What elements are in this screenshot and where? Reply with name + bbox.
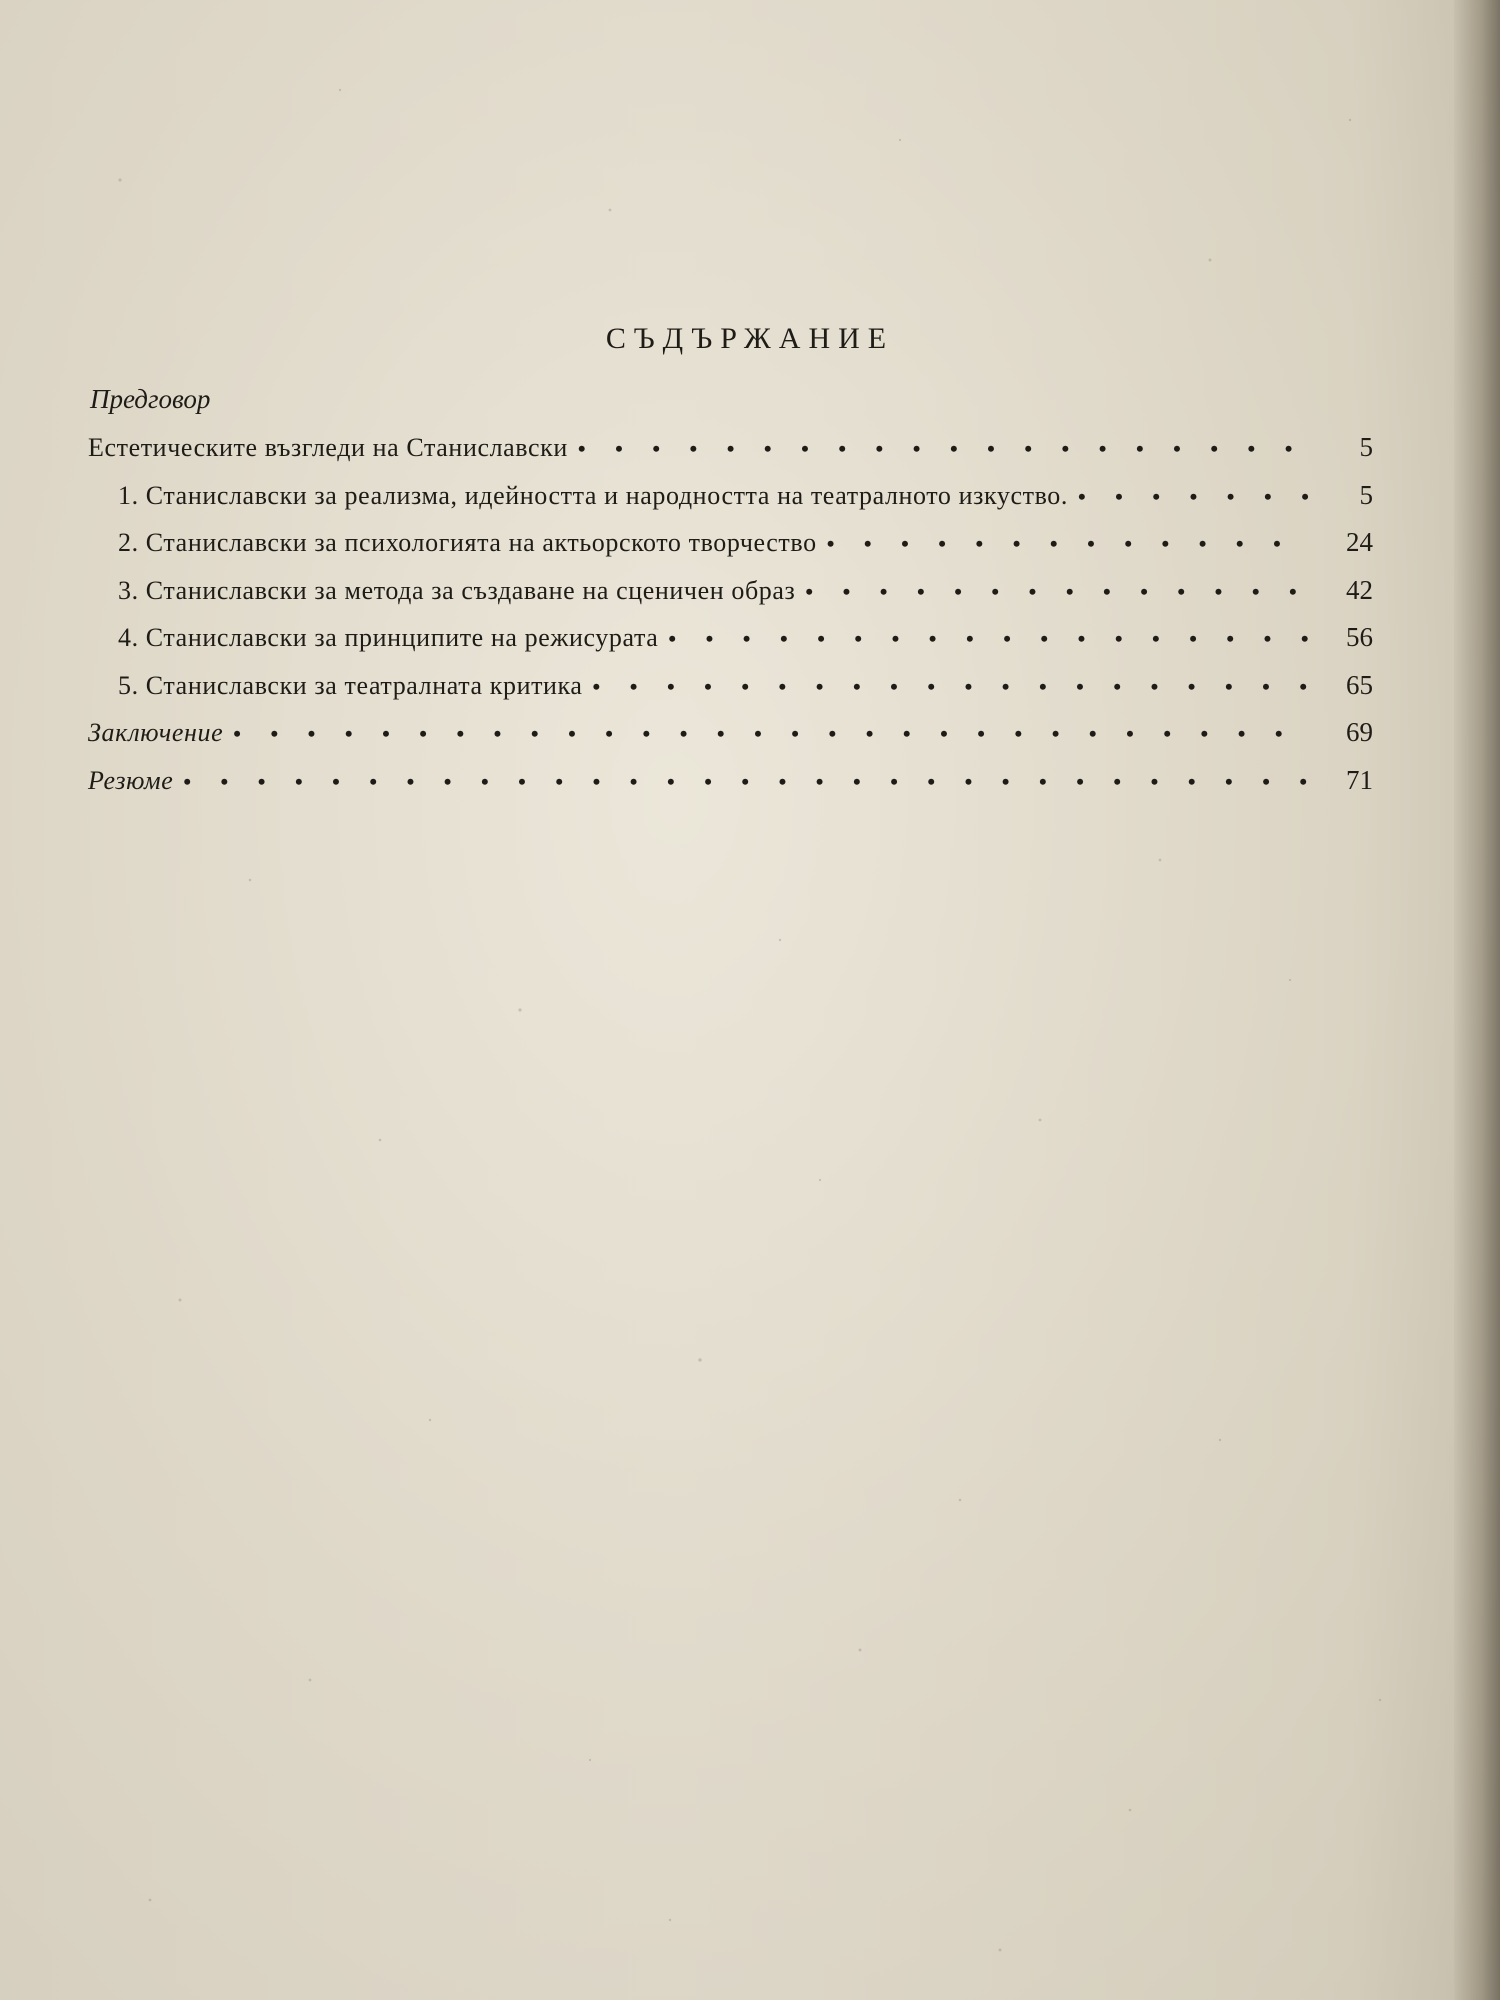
dot-leader <box>183 769 1311 795</box>
toc-entry <box>88 480 1373 528</box>
toc-entry-title: 2. Станиславски за психологията на актьорското творчество <box>118 528 817 557</box>
toc-entry-page: 65 <box>1346 669 1373 700</box>
toc-entry <box>88 527 1373 575</box>
toc-entry-page: 5 <box>1359 432 1373 462</box>
dot-leader <box>827 531 1311 557</box>
toc-entry-page: 5 <box>1359 479 1373 510</box>
page-edge-shadow <box>1454 0 1500 2000</box>
toc-entry-page: 56 <box>1346 622 1373 652</box>
toc-entry <box>88 622 1373 670</box>
toc-entry-title: Естетическите възгледи на Станиславски <box>88 433 568 462</box>
toc-entry-title: Заключение <box>88 718 224 747</box>
toc-heading: СЪДЪРЖАНИЕ <box>605 322 895 355</box>
toc-entry <box>88 432 1373 480</box>
preface-heading: Предговор <box>90 384 211 414</box>
toc-entry-title: 3. Станиславски за метода за създаване на сценичен образ <box>118 575 796 605</box>
toc-entry-page: 42 <box>1346 574 1373 605</box>
toc-entry-title: 4. Станиславски за принципите на режисурата <box>118 623 659 652</box>
toc-entry-page: 71 <box>1346 764 1373 795</box>
dot-leader <box>805 579 1311 605</box>
toc-entry <box>88 765 1373 813</box>
toc-entry-page: 69 <box>1346 717 1373 747</box>
toc-entry <box>88 575 1373 623</box>
table-of-contents <box>88 432 1373 812</box>
toc-entry-title: Резюме <box>88 765 174 795</box>
toc-entry <box>88 670 1373 718</box>
dot-leader <box>578 436 1311 462</box>
dot-leader <box>1078 484 1311 510</box>
dot-leader <box>593 674 1311 700</box>
dot-leader <box>233 721 1311 747</box>
toc-entry-title: 1. Станиславски за реализма, идейността и народността на театралното изкуство. <box>118 480 1068 510</box>
dot-leader <box>668 626 1311 652</box>
toc-entry-title: 5. Станиславски за театралната критика <box>118 670 583 700</box>
toc-entry <box>88 717 1373 765</box>
toc-entry-page: 24 <box>1346 527 1373 557</box>
